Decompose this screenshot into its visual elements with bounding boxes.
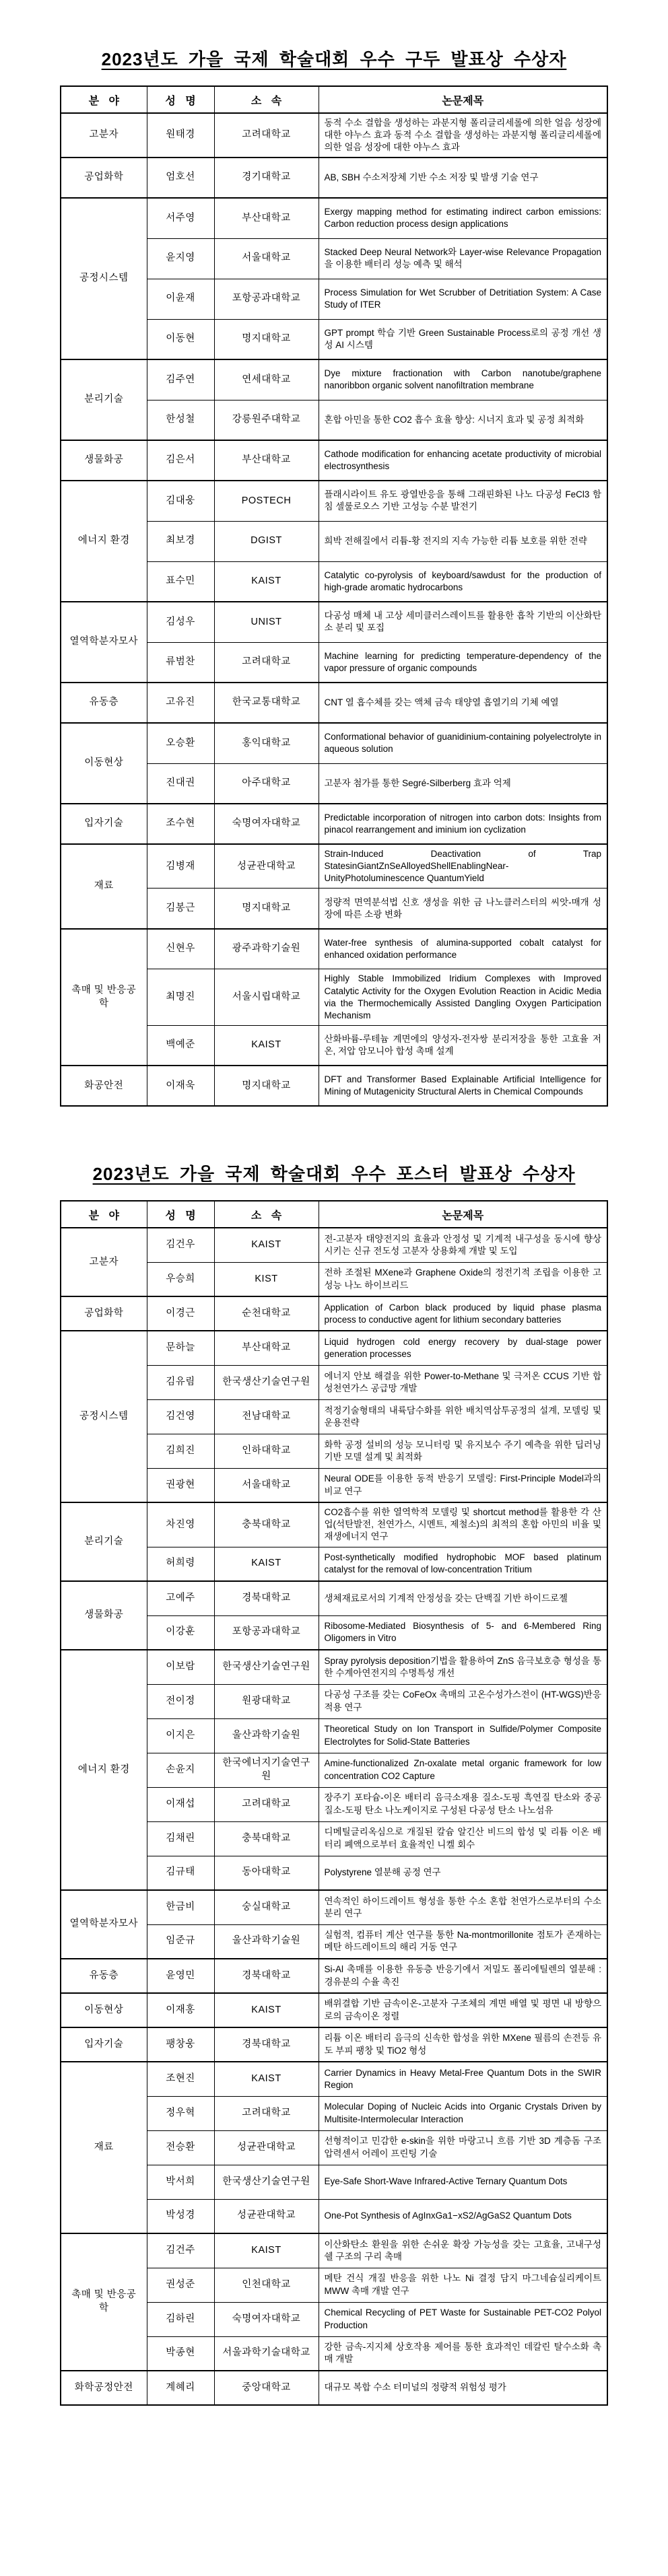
award-row — [61, 2371, 607, 2405]
paper-title-cell: One-Pot Synthesis of AgInxGa1−xS2/AgGaS2 Quantum Dots — [319, 2199, 607, 2233]
name-cell: 김병재 — [147, 844, 214, 889]
name-cell: 김하린 — [147, 2302, 214, 2336]
paper-title-cell: Dye mixture fractionation with Carbon nanotube/graphene nanoribbon organic solvent nanofiltration membrane — [319, 359, 607, 400]
field-cell: 분리기술 — [61, 359, 147, 440]
award-row — [61, 723, 607, 763]
name-cell: 표수민 — [147, 561, 214, 602]
affiliation-cell: 성균관대학교 — [214, 844, 319, 889]
name-cell: 이윤재 — [147, 279, 214, 319]
paper-title-cell: Liquid hydrogen cold energy recovery by dual-stage power generation processes — [319, 1331, 607, 1365]
name-cell: 박성경 — [147, 2199, 214, 2233]
award-row — [61, 1959, 607, 1993]
name-cell: 정우혁 — [147, 2096, 214, 2130]
paper-title-cell: 희박 전해질에서 리튬-황 전지의 지속 가능한 리튬 보호를 위한 전략 — [319, 521, 607, 561]
affiliation-cell: 명지대학교 — [214, 1066, 319, 1106]
award-row — [61, 1993, 607, 2027]
award-row — [61, 2027, 607, 2062]
field-cell: 입자기술 — [61, 2027, 147, 2062]
award-row — [61, 1890, 607, 1924]
name-cell: 문하늘 — [147, 1331, 214, 1365]
affiliation-cell: UNIST — [214, 602, 319, 642]
column-header-affiliation: 소 속 — [214, 86, 319, 113]
name-cell: 오승환 — [147, 723, 214, 763]
column-header-name: 성 명 — [147, 86, 214, 113]
paper-title-cell: Post-synthetically modified hydrophobic MOF based platinum catalyst for the removal of low-concentration Tritium — [319, 1547, 607, 1581]
name-cell: 최보경 — [147, 521, 214, 561]
name-cell: 박종현 — [147, 2336, 214, 2371]
oral-awards-title: 2023년도 가을 국제 학술대회 우수 구두 발표상 수상자 — [101, 49, 567, 69]
name-cell: 신현우 — [147, 929, 214, 969]
name-cell: 진대권 — [147, 763, 214, 804]
paper-title-cell: 적정기술형태의 내륙담수화를 위한 배치역삼투공정의 설계, 모델링 및 운용전략 — [319, 1399, 607, 1434]
affiliation-cell: 강릉원주대학교 — [214, 400, 319, 440]
field-cell: 공업화학 — [61, 158, 147, 198]
award-row — [61, 198, 607, 238]
affiliation-cell: 원광대학교 — [214, 1684, 319, 1718]
award-row — [61, 440, 607, 481]
field-cell: 공정시스템 — [61, 198, 147, 359]
name-cell: 이보람 — [147, 1650, 214, 1684]
paper-title-cell: Amine-functionalized Zn-oxalate metal organic framework for low concentration CO2 Capture — [319, 1753, 607, 1787]
award-row — [61, 602, 607, 642]
poster-awards-title: 2023년도 가을 국제 학술대회 우수 포스터 발표상 수상자 — [92, 1164, 576, 1185]
name-cell: 차진영 — [147, 1502, 214, 1547]
paper-title-cell: Water-free synthesis of alumina-supported cobalt catalyst for enhanced oxidation performance — [319, 929, 607, 969]
name-cell: 이재욱 — [147, 1066, 214, 1106]
affiliation-cell: 중앙대학교 — [214, 2371, 319, 2405]
name-cell: 윤영민 — [147, 1959, 214, 1993]
name-cell: 우승희 — [147, 1262, 214, 1296]
paper-title-cell: Cathode modification for enhancing acetate productivity of microbial electrosynthesis — [319, 440, 607, 481]
affiliation-cell: KAIST — [214, 561, 319, 602]
name-cell: 고유진 — [147, 683, 214, 723]
field-cell: 유동층 — [61, 1959, 147, 1993]
affiliation-cell: 숙명여자대학교 — [214, 2302, 319, 2336]
paper-title-cell: 이산화탄소 환원을 위한 손쉬운 확장 가능성을 갖는 고효율, 고내구성 쉘 구조의 구리 촉매 — [319, 2233, 607, 2268]
affiliation-cell: 숙명여자대학교 — [214, 804, 319, 844]
paper-title-cell: Process Simulation for Wet Scrubber of Detritiation System: A Case Study of ITER — [319, 279, 607, 319]
paper-title-cell: 생체재료로서의 기계적 안정성을 갖는 단백질 기반 하이드로젤 — [319, 1581, 607, 1615]
column-header-name: 성 명 — [147, 1201, 214, 1228]
affiliation-cell: 숭실대학교 — [214, 1890, 319, 1924]
column-header-field: 분 야 — [61, 1201, 147, 1228]
affiliation-cell: KAIST — [214, 2062, 319, 2096]
affiliation-cell: 경북대학교 — [214, 2027, 319, 2062]
paper-title-cell: 선형적이고 민감한 e-skin을 위한 마랑고니 흐름 기반 3D 계층돔 구조 압력센서 어레이 프린팅 기술 — [319, 2130, 607, 2165]
name-cell: 엄호선 — [147, 158, 214, 198]
affiliation-cell: 포항공과대학교 — [214, 279, 319, 319]
header-row — [61, 1201, 607, 1228]
affiliation-cell: 부산대학교 — [214, 1331, 319, 1365]
affiliation-cell: KIST — [214, 1262, 319, 1296]
name-cell: 손윤지 — [147, 1753, 214, 1787]
affiliation-cell: 서울대학교 — [214, 1468, 319, 1502]
name-cell: 류범찬 — [147, 642, 214, 683]
oral-awards-table — [60, 85, 608, 1107]
paper-title-cell: Catalytic co-pyrolysis of keyboard/sawdust for the production of high-grade aromatic hydrocarbons — [319, 561, 607, 602]
field-cell: 열역학분자모사 — [61, 602, 147, 683]
paper-title-cell: 전하 조절된 MXene과 Graphene Oxide의 정전기적 조립을 이용한 고성능 나노 하이브리드 — [319, 1262, 607, 1296]
name-cell: 한금비 — [147, 1890, 214, 1924]
paper-title-cell: 디메틸글리옥심으로 개질된 칼슘 알긴산 비드의 합성 및 리튬 이온 배터리 폐액으로부터 효율적인 니켈 회수 — [319, 1821, 607, 1856]
paper-title-cell: Application of Carbon black produced by liquid phase plasma process to conductive agent for lithium secondary batteries — [319, 1296, 607, 1331]
name-cell: 윤지영 — [147, 238, 214, 279]
name-cell: 최명진 — [147, 969, 214, 1025]
field-cell: 고분자 — [61, 113, 147, 158]
name-cell: 허희령 — [147, 1547, 214, 1581]
field-cell: 분리기술 — [61, 1502, 147, 1581]
field-cell: 입자기술 — [61, 804, 147, 844]
paper-title-cell: Highly Stable Immobilized Iridium Complexes with Improved Catalytic Activity for the Oxygen Evolution Reaction in Acidic Media via the Thermochemically Assisted Dangling Oxygen Participation Mechanism — [319, 969, 607, 1025]
affiliation-cell: 한국생산기술연구원 — [214, 1365, 319, 1399]
affiliation-cell: 한국에너지기술연구원 — [214, 1753, 319, 1787]
affiliation-cell: 포항공과대학교 — [214, 1615, 319, 1650]
paper-title-cell: Ribosome-Mediated Biosynthesis of 5- and 6-Membered Ring Oligomers in Vitro — [319, 1615, 607, 1650]
paper-title-cell: 강한 금속-지지체 상호작용 제어를 통한 효과적인 데칼린 탈수소화 촉매 개발 — [319, 2336, 607, 2371]
award-row — [61, 2233, 607, 2268]
name-cell: 이동현 — [147, 319, 214, 359]
field-cell: 이동현상 — [61, 1993, 147, 2027]
award-row — [61, 359, 607, 400]
award-row — [61, 113, 607, 158]
award-row — [61, 2062, 607, 2096]
paper-title-cell: 전-고분자 태양전지의 효율과 안정성 및 기계적 내구성을 동시에 향상시키는 신규 전도성 고분자 상용화제 개발 및 도입 — [319, 1228, 607, 1262]
name-cell: 조수현 — [147, 804, 214, 844]
field-cell: 재료 — [61, 2062, 147, 2233]
award-row — [61, 158, 607, 198]
award-row — [61, 683, 607, 723]
award-row — [61, 481, 607, 521]
award-row — [61, 844, 607, 889]
name-cell: 이지은 — [147, 1718, 214, 1753]
paper-title-cell: 정량적 면역분석법 신호 생성을 위한 금 나노클러스터의 씨앗-매개 성장에 따른 소광 변화 — [319, 889, 607, 929]
paper-title-cell: Machine learning for predicting temperature-dependency of the vapor pressure of organic compounds — [319, 642, 607, 683]
paper-title-cell: AB, SBH 수소저장체 기반 수소 저장 및 발생 기술 연구 — [319, 158, 607, 198]
name-cell: 김유림 — [147, 1365, 214, 1399]
column-header-paper-title: 논문제목 — [319, 1201, 607, 1228]
affiliation-cell: 인하대학교 — [214, 1434, 319, 1468]
paper-title-cell: Predictable incorporation of nitrogen into carbon dots: Insights from pinacol rearrangement and iminium ion cyclization — [319, 804, 607, 844]
award-row — [61, 1650, 607, 1684]
award-row — [61, 1331, 607, 1365]
section-spacer — [0, 1107, 668, 1160]
award-row — [61, 1581, 607, 1615]
affiliation-cell: 경기대학교 — [214, 158, 319, 198]
name-cell: 권성준 — [147, 2268, 214, 2302]
name-cell: 김대웅 — [147, 481, 214, 521]
paper-title-cell: Conformational behavior of guanidinium-containing polyelectrolyte in aqueous solution — [319, 723, 607, 763]
affiliation-cell: 광주과학기술원 — [214, 929, 319, 969]
paper-title-cell: 산화바륨-루테늄 계면에의 양성자-전자쌍 분리저장을 통한 고효율 저온, 저압 암모니아 합성 촉매 설계 — [319, 1025, 607, 1066]
paper-title-cell: Stacked Deep Neural Network와 Layer-wise Relevance Propagation을 이용한 배터리 성능 예측 및 해석 — [319, 238, 607, 279]
field-cell: 에너지 환경 — [61, 481, 147, 602]
name-cell: 박서희 — [147, 2165, 214, 2199]
header-row — [61, 86, 607, 113]
affiliation-cell: 전남대학교 — [214, 1399, 319, 1434]
column-header-paper-title: 논문제목 — [319, 86, 607, 113]
paper-title-cell: GPT prompt 학습 기반 Green Sustainable Process로의 공정 개선 생성 AI 시스템 — [319, 319, 607, 359]
paper-title-cell: 리튬 이온 배터리 음극의 신속한 합성을 위한 MXene 필름의 손전등 유도 부피 팽창 및 TiO2 형성 — [319, 2027, 607, 2062]
affiliation-cell: 인천대학교 — [214, 2268, 319, 2302]
affiliation-cell: DGIST — [214, 521, 319, 561]
name-cell: 전이정 — [147, 1684, 214, 1718]
award-row — [61, 929, 607, 969]
column-header-field: 분 야 — [61, 86, 147, 113]
affiliation-cell: 서울시립대학교 — [214, 969, 319, 1025]
paper-title-cell: Eye-Safe Short-Wave Infrared-Active Ternary Quantum Dots — [319, 2165, 607, 2199]
affiliation-cell: 부산대학교 — [214, 440, 319, 481]
affiliation-cell: 충북대학교 — [214, 1821, 319, 1856]
name-cell: 이강훈 — [147, 1615, 214, 1650]
affiliation-cell: KAIST — [214, 1025, 319, 1066]
paper-title-cell: CNT 열 흡수체를 갖는 액체 금속 태양열 흡열기의 기체 예열 — [319, 683, 607, 723]
name-cell: 백예준 — [147, 1025, 214, 1066]
paper-title-cell: 연속적인 하이드레이트 형성을 통한 수소 혼합 천연가스로부터의 수소 분리 연구 — [319, 1890, 607, 1924]
field-cell: 화학공정안전 — [61, 2371, 147, 2405]
name-cell: 계혜리 — [147, 2371, 214, 2405]
affiliation-cell: 경북대학교 — [214, 1959, 319, 1993]
name-cell: 김건우 — [147, 1228, 214, 1262]
affiliation-cell: 서울대학교 — [214, 238, 319, 279]
name-cell: 조현진 — [147, 2062, 214, 2096]
affiliation-cell: 고려대학교 — [214, 1787, 319, 1821]
affiliation-cell: 연세대학교 — [214, 359, 319, 400]
paper-title-cell: Si-Al 촉매를 이용한 유동층 반응기에서 저밀도 폴리에틸렌의 열분해 : 경유분의 수율 촉진 — [319, 1959, 607, 1993]
field-cell: 공업화학 — [61, 1296, 147, 1331]
affiliation-cell: 고려대학교 — [214, 113, 319, 158]
affiliation-cell: 명지대학교 — [214, 319, 319, 359]
affiliation-cell: 고려대학교 — [214, 642, 319, 683]
name-cell: 김봉근 — [147, 889, 214, 929]
award-row — [61, 804, 607, 844]
affiliation-cell: 홍익대학교 — [214, 723, 319, 763]
affiliation-cell: 성균관대학교 — [214, 2130, 319, 2165]
field-cell: 공정시스템 — [61, 1331, 147, 1502]
paper-title-cell: 실험적, 컴퓨터 계산 연구를 통한 Na-montmorillonite 점토가 존재하는 메탄 하드레이트의 해리 거동 연구 — [319, 1924, 607, 1959]
paper-title-cell: Strain-Induced Deactivation of Trap StatesinGiantZnSeAlloyedShellEnablingNear-UnityPhotoluminescence QuantumYield — [319, 844, 607, 889]
name-cell: 한성철 — [147, 400, 214, 440]
affiliation-cell: KAIST — [214, 1993, 319, 2027]
name-cell: 팽창웅 — [147, 2027, 214, 2062]
field-cell: 촉매 및 반응공학 — [61, 2233, 147, 2371]
affiliation-cell: KAIST — [214, 1228, 319, 1262]
affiliation-cell: 한국생산기술연구원 — [214, 2165, 319, 2199]
award-row — [61, 1228, 607, 1262]
affiliation-cell: 경북대학교 — [214, 1581, 319, 1615]
name-cell: 김주연 — [147, 359, 214, 400]
name-cell: 원태경 — [147, 113, 214, 158]
name-cell: 이재섭 — [147, 1787, 214, 1821]
affiliation-cell: POSTECH — [214, 481, 319, 521]
name-cell: 전승환 — [147, 2130, 214, 2165]
paper-title-cell: 고분자 첨가를 통한 Segré-Silberberg 효과 억제 — [319, 763, 607, 804]
paper-title-cell: 다공성 매체 내 고상 세미클러스레이트를 활용한 흡착 기반의 이산화탄소 분리 및 포집 — [319, 602, 607, 642]
name-cell: 이재홍 — [147, 1993, 214, 2027]
name-cell: 고예주 — [147, 1581, 214, 1615]
paper-title-cell: 메탄 건식 개질 반응을 위한 나노 Ni 결정 담지 마그네슘실리케이트 MWW 촉매 개발 연구 — [319, 2268, 607, 2302]
affiliation-cell: 울산과학기술원 — [214, 1924, 319, 1959]
affiliation-cell: 한국생산기술연구원 — [214, 1650, 319, 1684]
name-cell: 서주영 — [147, 198, 214, 238]
field-cell: 고분자 — [61, 1228, 147, 1296]
paper-title-cell: DFT and Transformer Based Explainable Artificial Intelligence for Mining of Mutagenicity Structural Alerts in Chemical Compounds — [319, 1066, 607, 1106]
paper-title-cell: 대규모 복합 수소 터미널의 정량적 위험성 평가 — [319, 2371, 607, 2405]
paper-title-cell: 혼합 아민을 통한 CO2 흡수 효율 향상: 시너지 효과 및 공정 최적화 — [319, 400, 607, 440]
name-cell: 김채린 — [147, 1821, 214, 1856]
paper-title-cell: 동적 수소 결합을 생성하는 과분지형 폴리글리세롤에 의한 얼음 성장에 대한 야누스 효과 동적 수소 결합을 생성하는 과분지형 폴리글리세롤에 의한 얼음 성장에 대한 야누스 효과 — [319, 113, 607, 158]
affiliation-cell: 순천대학교 — [214, 1296, 319, 1331]
name-cell: 이경근 — [147, 1296, 214, 1331]
paper-title-cell: Theoretical Study on Ion Transport in Sulfide/Polymer Composite Electrolytes for Solid-State Batteries — [319, 1718, 607, 1753]
paper-title-cell: 플래시라이트 유도 광열반응을 통해 그래핀화된 나노 다공성 FeCl3 함침 셀룰로오스 기반 고성능 수분 발전기 — [319, 481, 607, 521]
name-cell: 김규태 — [147, 1856, 214, 1890]
paper-title-cell: 에너지 안보 해결을 위한 Power-to-Methane 및 극저온 CCUS 기반 합성천연가스 공급망 개발 — [319, 1365, 607, 1399]
field-cell: 촉매 및 반응공학 — [61, 929, 147, 1066]
affiliation-cell: 아주대학교 — [214, 763, 319, 804]
name-cell: 김건영 — [147, 1399, 214, 1434]
name-cell: 김건주 — [147, 2233, 214, 2268]
affiliation-cell: 서울과학기술대학교 — [214, 2336, 319, 2371]
field-cell: 생물화공 — [61, 1581, 147, 1650]
field-cell: 에너지 환경 — [61, 1650, 147, 1890]
affiliation-cell: 부산대학교 — [214, 198, 319, 238]
paper-title-cell: 장주기 포타슘-이온 배터리 음극소재용 질소-도핑 흑연질 탄소와 중공 질소-도핑 탄소 나노케이지로 구성된 다공성 탄소 나노섬유 — [319, 1787, 607, 1821]
field-cell: 생물화공 — [61, 440, 147, 481]
paper-title-cell: 배위결합 기반 금속이온-고분자 구조체의 계면 배열 및 평면 내 방향으로의 금속이온 정렬 — [319, 1993, 607, 2027]
paper-title-cell: Neural ODE를 이용한 동적 반응기 모델링: First-Principle Model과의 비교 연구 — [319, 1468, 607, 1502]
paper-title-cell: Molecular Doping of Nucleic Acids into Organic Crystals Driven by Multisite-Intermolecular Interaction — [319, 2096, 607, 2130]
poster-awards-table — [60, 1200, 608, 2406]
name-cell: 김희진 — [147, 1434, 214, 1468]
award-row — [61, 1066, 607, 1106]
affiliation-cell: 성균관대학교 — [214, 2199, 319, 2233]
award-row — [61, 1502, 607, 1547]
paper-title-cell: Spray pyrolysis deposition기법을 활용하여 ZnS 음극보호층 형성을 통한 수계아연전지의 수명특성 개선 — [319, 1650, 607, 1684]
name-cell: 임준규 — [147, 1924, 214, 1959]
affiliation-cell: 충북대학교 — [214, 1502, 319, 1547]
paper-title-cell: 다공성 구조를 갖는 CoFeOx 촉매의 고온수성가스전이 (HT-WGS)반응 적용 연구 — [319, 1684, 607, 1718]
column-header-affiliation: 소 속 — [214, 1201, 319, 1228]
paper-title-cell: Carrier Dynamics in Heavy Metal-Free Quantum Dots in the SWIR Region — [319, 2062, 607, 2096]
affiliation-cell: 한국교통대학교 — [214, 683, 319, 723]
affiliation-cell: KAIST — [214, 2233, 319, 2268]
field-cell: 재료 — [61, 844, 147, 929]
affiliation-cell: 고려대학교 — [214, 2096, 319, 2130]
name-cell: 김성우 — [147, 602, 214, 642]
field-cell: 열역학분자모사 — [61, 1890, 147, 1959]
paper-title-cell: CO2흡수를 위한 열역학적 모델링 및 shortcut method를 활용한 각 산업(석탄발전, 천연가스, 시멘트, 제철소)의 최적의 혼합 아민의 비율 및 재생에너지 연구 — [319, 1502, 607, 1547]
paper-title-cell: Polystyrene 열분해 공정 연구 — [319, 1856, 607, 1890]
affiliation-cell: 명지대학교 — [214, 889, 319, 929]
paper-title-cell: 화학 공정 설비의 성능 모니터링 및 유지보수 주기 예측을 위한 딥러닝 기반 모델 설계 및 최적화 — [319, 1434, 607, 1468]
award-row — [61, 1296, 607, 1331]
affiliation-cell: 동아대학교 — [214, 1856, 319, 1890]
paper-title-cell: Chemical Recycling of PET Waste for Sustainable PET-CO2 Polyol Production — [319, 2302, 607, 2336]
affiliation-cell: KAIST — [214, 1547, 319, 1581]
name-cell: 권광현 — [147, 1468, 214, 1502]
affiliation-cell: 울산과학기술원 — [214, 1718, 319, 1753]
field-cell: 이동현상 — [61, 723, 147, 804]
field-cell: 화공안전 — [61, 1066, 147, 1106]
field-cell: 유동층 — [61, 683, 147, 723]
paper-title-cell: Exergy mapping method for estimating indirect carbon emissions: Carbon reduction process design applications — [319, 198, 607, 238]
name-cell: 김은서 — [147, 440, 214, 481]
